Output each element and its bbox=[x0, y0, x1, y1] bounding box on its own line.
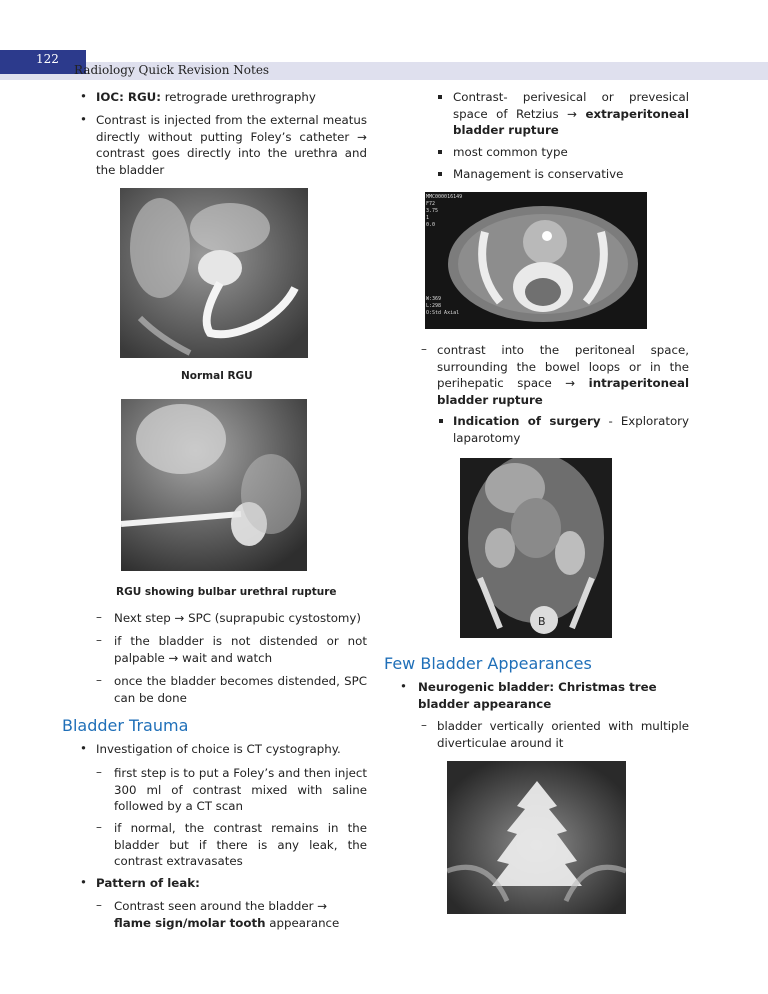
once-distended: once the bladder becomes distended, SPC can be done bbox=[114, 674, 367, 705]
dash: – bbox=[96, 610, 102, 624]
next-step: Next step → SPC (suprapubic cystostomy) bbox=[114, 611, 362, 625]
intraperitoneal-text: intraperitoneal bladder rupture bbox=[437, 376, 689, 407]
dash: – bbox=[421, 718, 427, 732]
vertical-orientation: bladder vertically oriented with multiple diverticulae around it bbox=[437, 719, 689, 750]
running-title: Radiology Quick Revision Notes bbox=[74, 63, 270, 77]
first-step: first step is to put a Foley’s and then inject 300 ml of contrast mixed with saline followed by a CT scan bbox=[114, 766, 367, 813]
dash: – bbox=[96, 820, 102, 834]
ioc-label: IOC: RGU: bbox=[96, 90, 161, 104]
indication bbox=[453, 413, 689, 446]
indication-text: - Exploratory laparotomy bbox=[453, 414, 689, 445]
dash: – bbox=[421, 342, 427, 356]
extraperitoneal-text: extraperitoneal bladder rupture bbox=[453, 106, 689, 137]
square-bullet bbox=[438, 172, 442, 176]
ioc-text: retrograde urethrography bbox=[160, 90, 316, 104]
pattern-label-text: Pattern of leak: bbox=[96, 876, 200, 890]
contrast-seen bbox=[114, 898, 367, 931]
ct-overlay-window: W:369 L:298 O:Std Axial bbox=[426, 296, 460, 316]
rgu-rupture-image bbox=[121, 399, 307, 571]
header-edge bbox=[760, 62, 768, 80]
caption-bulbar-rupture: RGU showing bulbar urethral rupture bbox=[116, 586, 337, 598]
perivesical bbox=[453, 89, 689, 139]
bullet-dot: • bbox=[80, 875, 87, 889]
bullet-dot: • bbox=[80, 741, 87, 755]
bullet-dot: • bbox=[400, 679, 407, 693]
square-bullet bbox=[438, 95, 442, 99]
square-bullet bbox=[438, 150, 442, 154]
perivesical-text: Contrast- perivesical or prevesical space of Retzius → bbox=[453, 90, 689, 121]
caption-normal-rgu: Normal RGU bbox=[181, 370, 253, 382]
dash: – bbox=[96, 898, 102, 912]
page-number: 122 bbox=[36, 52, 59, 66]
peritoneal-text: contrast into the peritoneal space, surrounding the bowel loops or in the perihepatic space → bbox=[437, 343, 689, 390]
few-bladder-heading: Few Bladder Appearances bbox=[384, 654, 592, 673]
appearance-text: appearance bbox=[265, 915, 340, 930]
if-normal: if normal, the contrast remains in the bladder but if there is any leak, the contrast extravasates bbox=[114, 821, 367, 868]
ct-cystography-image bbox=[425, 192, 647, 329]
bullet-dot: • bbox=[80, 89, 87, 103]
dash: – bbox=[96, 633, 102, 647]
bladder-trauma-heading: Bladder Trauma bbox=[62, 716, 189, 735]
dash: – bbox=[96, 765, 102, 779]
christmas-tree-bladder-image bbox=[447, 761, 626, 914]
contrast-seen-text: Contrast seen around the bladder → bbox=[114, 899, 328, 913]
bullet-dot: • bbox=[80, 112, 87, 126]
management: Management is conservative bbox=[453, 167, 624, 181]
ct-label-b: B bbox=[538, 615, 546, 628]
contrast-paragraph: Contrast is injected from the external meatus directly without putting Foley’s catheter → contrast goes directly into the urethra and the bladder bbox=[96, 113, 367, 177]
pattern-label bbox=[96, 875, 368, 892]
neurogenic-bold: Neurogenic bladder: Christmas tree bladder appearance bbox=[418, 680, 657, 711]
ct-coronal-image bbox=[460, 458, 612, 638]
ioc-line bbox=[96, 89, 368, 106]
square-bullet bbox=[439, 419, 443, 423]
flame-sign-text: flame sign/molar tooth bbox=[114, 915, 266, 930]
neurogenic bbox=[418, 679, 690, 712]
dash: – bbox=[96, 673, 102, 687]
normal-rgu-image bbox=[120, 188, 308, 358]
investigation: Investigation of choice is CT cystography. bbox=[96, 742, 341, 756]
not-distended: if the bladder is not distended or not palpable → wait and watch bbox=[114, 634, 367, 665]
indication-bold: Indication of surgery bbox=[453, 414, 601, 428]
ct-overlay-text: MMC000016149 F72 3.75 1 0.0 bbox=[426, 194, 463, 228]
peritoneal bbox=[437, 342, 689, 408]
most-common: most common type bbox=[453, 145, 568, 159]
